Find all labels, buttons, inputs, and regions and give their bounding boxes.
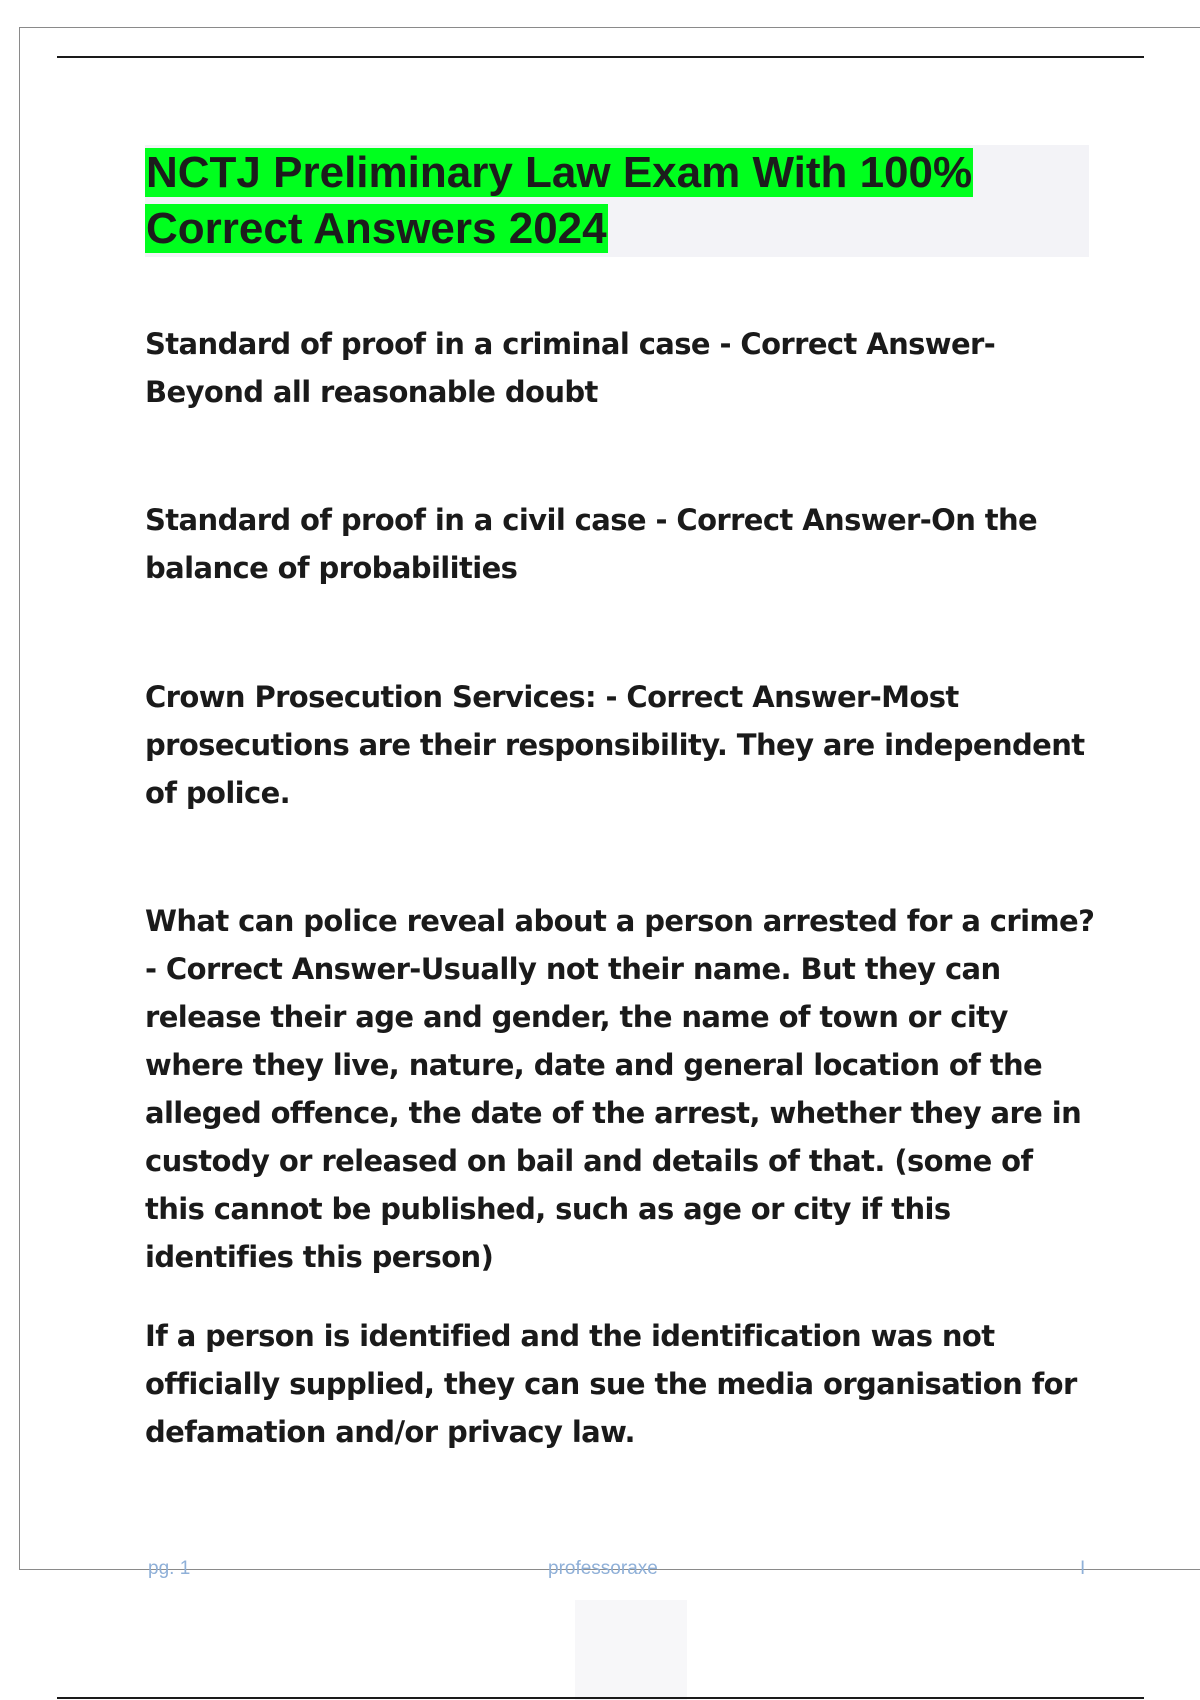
page-number: pg. 1 — [148, 1558, 191, 1579]
header-rule — [57, 56, 1144, 58]
title-line-2: Correct Answers 2024 — [146, 204, 607, 253]
footer-author: professoraxe — [548, 1558, 658, 1579]
document-title — [145, 145, 1089, 257]
bottom-rule — [57, 1697, 1144, 1699]
qa-entry: Standard of proof in a civil case - Correct Answer-On the balance of probabilities — [145, 503, 1038, 585]
qa-entry: If a person is identified and the identification was not officially supplied, they can sue the media organisation for defamation and/or privacy law. — [145, 1319, 1077, 1449]
title-line-1: NCTJ Preliminary Law Exam With 100% — [146, 148, 973, 197]
footer-mark: I — [1080, 1558, 1086, 1579]
footer-shade — [575, 1600, 687, 1700]
qa-entry: Crown Prosecution Services: - Correct Answer-Most prosecutions are their responsibility. They are independent of police. — [145, 680, 1085, 810]
qa-entry: Standard of proof in a criminal case - Correct Answer-Beyond all reasonable doubt — [145, 327, 996, 409]
qa-entry: What can police reveal about a person arrested for a crime? - Correct Answer-Usually not their name. But they can release their age and gender, the name of town or city where they live, nature, date and general location of the alleged offence, the date of the arrest, whether they are in custody or released on bail and details of that. (some of this cannot be published, such as age or city if this identifies this person) — [145, 904, 1095, 1274]
